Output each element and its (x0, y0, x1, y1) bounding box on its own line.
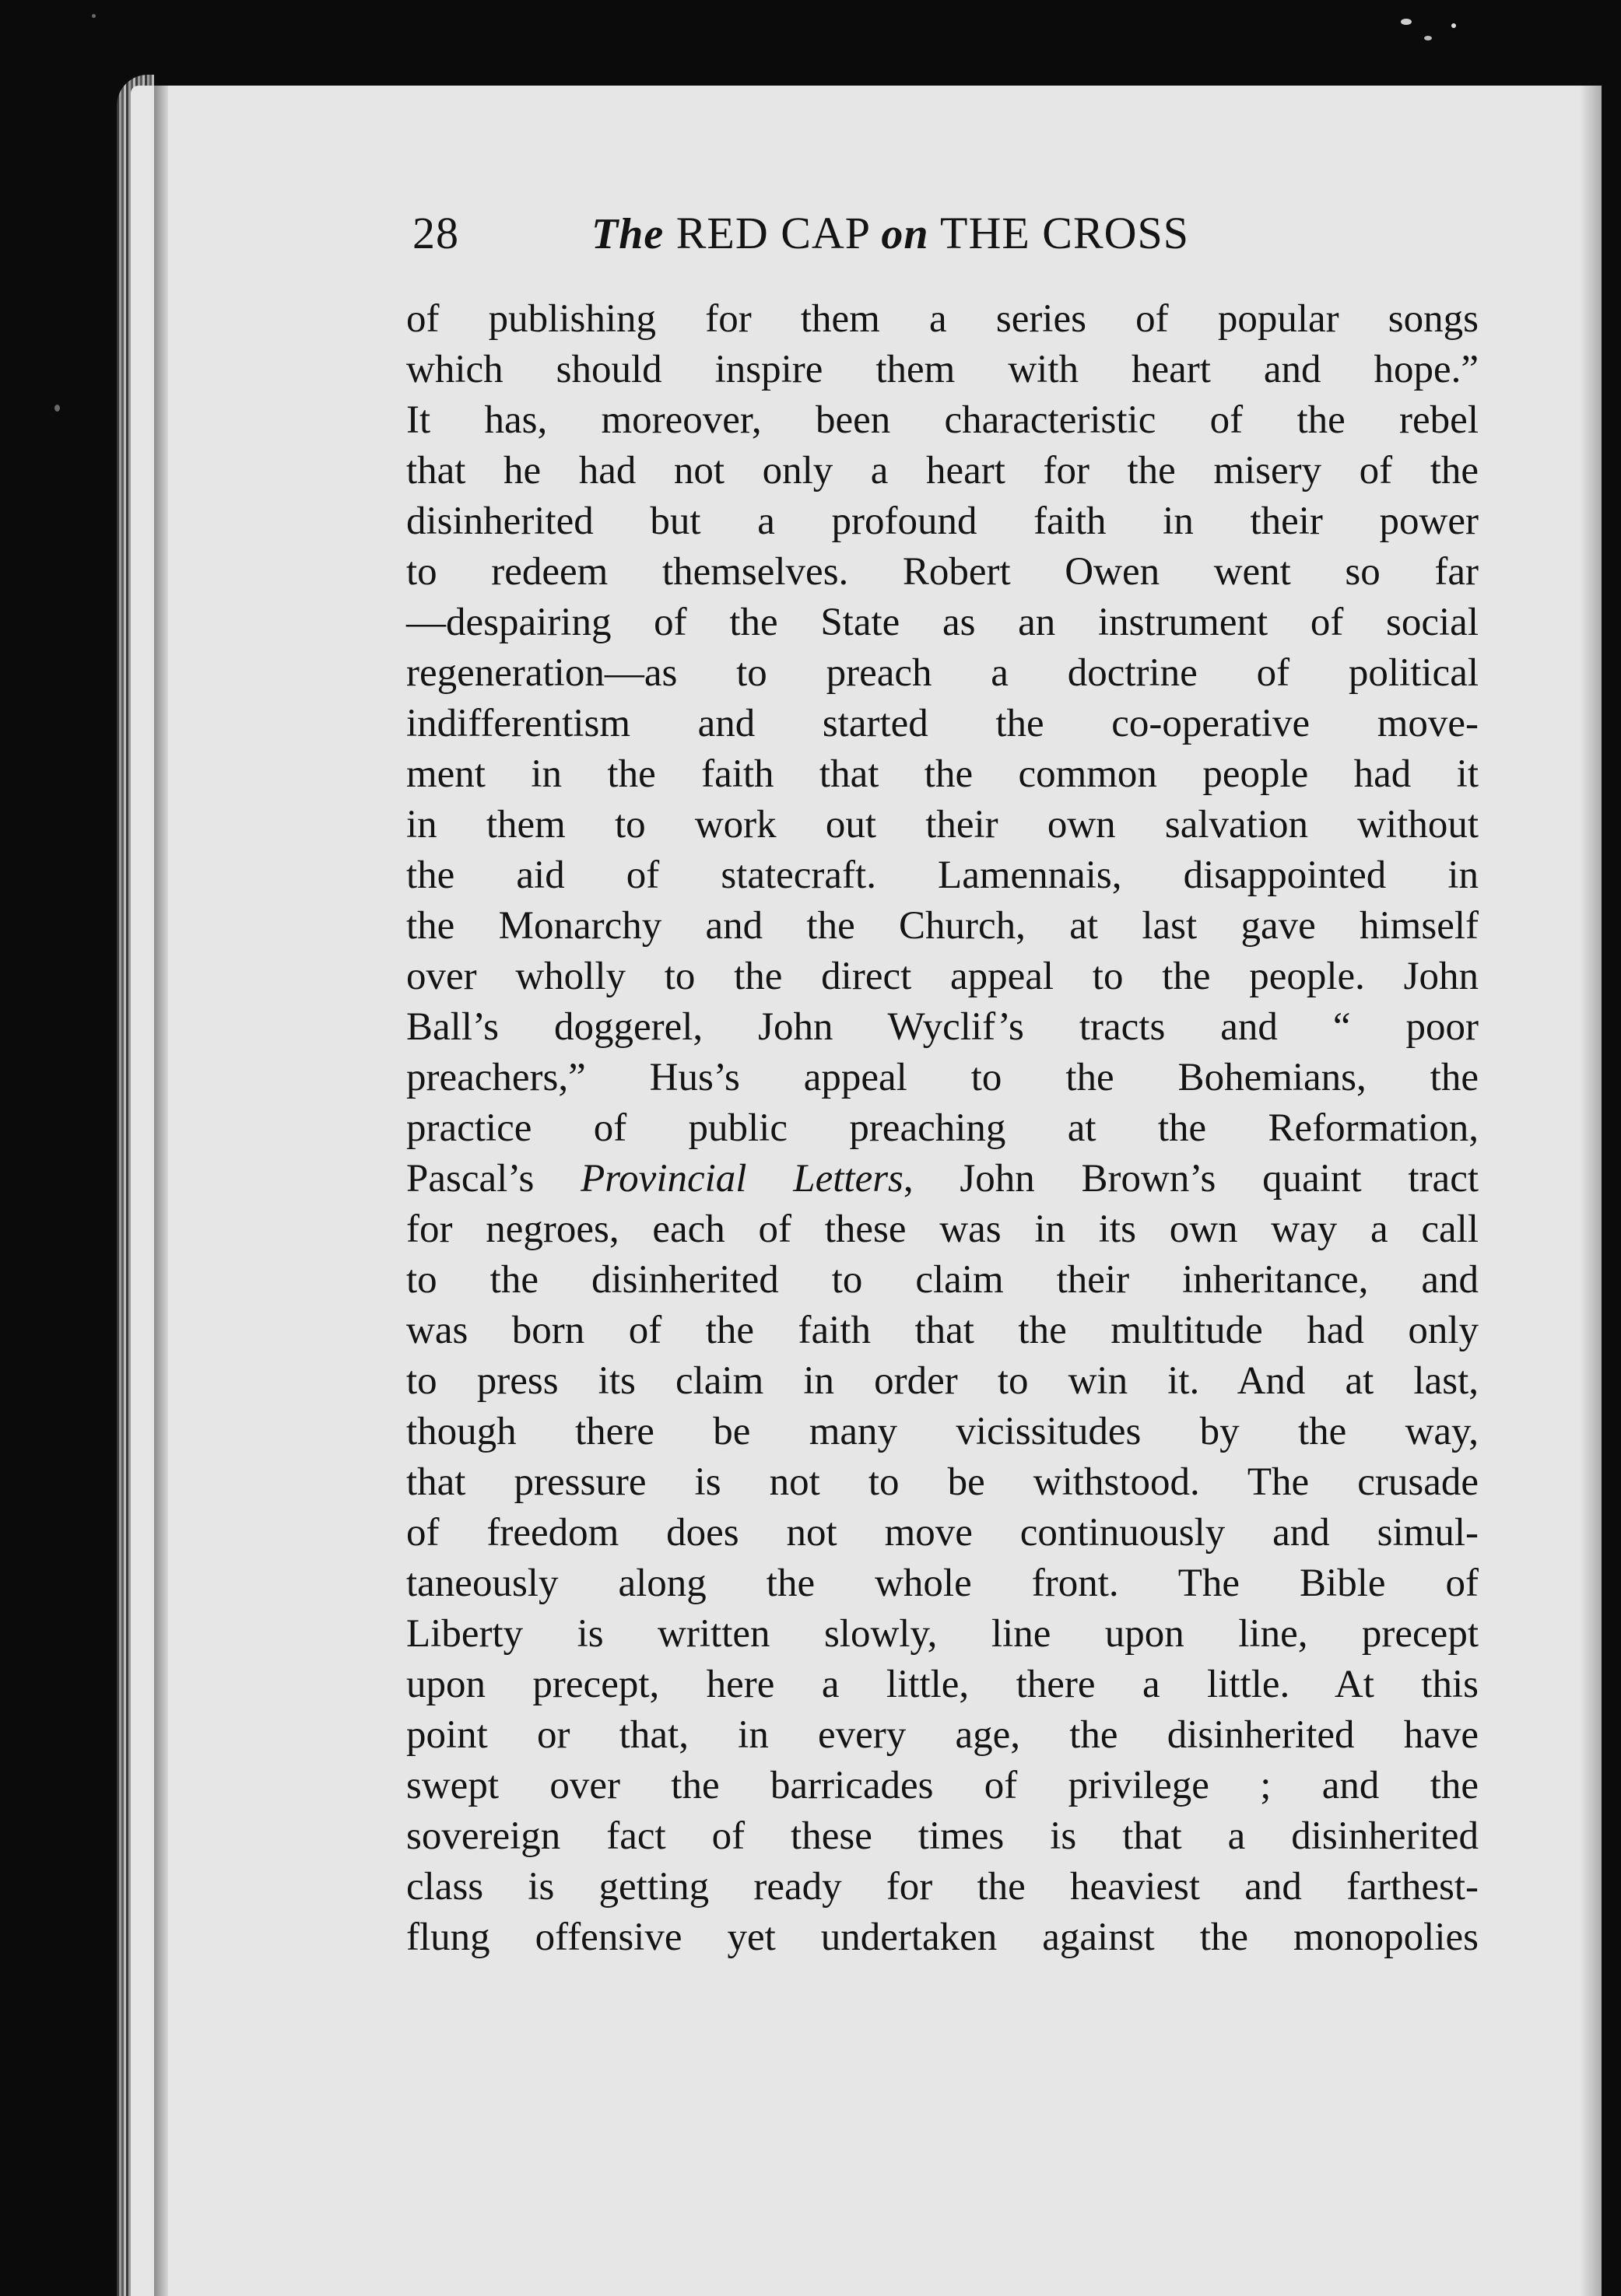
text-line: upon precept, here a little, there a little. At this (406, 1663, 1479, 1706)
running-title-part1: RED CAP (675, 208, 869, 258)
text-line: in them to work out their own salvation without (406, 803, 1479, 847)
page-edge-shadow (154, 86, 168, 2296)
text-line: that pressure is not to be withstood. The crusade (406, 1460, 1479, 1504)
running-title-the: The (591, 210, 665, 258)
text-line: flung offensive yet undertaken against the monopolies (406, 1916, 1479, 1959)
running-head (412, 207, 1480, 259)
text-line: of freedom does not move continuously and simul- (406, 1511, 1479, 1555)
text-line: swept over the barricades of privilege ; and the (406, 1764, 1479, 1807)
scan-speck (1424, 36, 1432, 40)
text-line: preachers,” Hus’s appeal to the Bohemians, the (406, 1056, 1479, 1099)
text-line: was born of the faith that the multitude had only (406, 1309, 1479, 1352)
scan-speck (92, 14, 96, 18)
text-line: —despairing of the State as an instrument of social (406, 601, 1479, 644)
text-line: disinherited but a profound faith in their power (406, 500, 1479, 543)
scan-speck (54, 405, 60, 412)
text-line: ment in the faith that the common people had it (406, 752, 1479, 796)
text-line: though there be many vicissitudes by the way, (406, 1410, 1479, 1453)
text-segment: Pascal’s (406, 1157, 581, 1201)
text-line: which should inspire them with heart and hope.” (406, 348, 1479, 391)
running-title (591, 207, 1480, 259)
text-line: to press its claim in order to win it. And at last, (406, 1359, 1479, 1403)
text-line: indifferentism and started the co-operative move- (406, 702, 1479, 745)
text-line: to redeem themselves. Robert Owen went so far (406, 550, 1479, 594)
text-line: that he had not only a heart for the misery of the (406, 449, 1479, 493)
text-segment: , John Brown’s quaint tract (903, 1157, 1479, 1201)
text-line: regeneration—as to preach a doctrine of political (406, 651, 1479, 695)
text-line: practice of public preaching at the Reformation, (406, 1106, 1479, 1150)
text-line: the Monarchy and the Church, at last gave himself (406, 904, 1479, 948)
scan-speck (1451, 23, 1456, 28)
text-line: for negroes, each of these was in its own way a call (406, 1208, 1479, 1251)
text-line: sovereign fact of these times is that a disinherited (406, 1814, 1479, 1858)
text-line: to the disinherited to claim their inheritance, and (406, 1258, 1479, 1302)
text-line: the aid of statecraft. Lamennais, disappointed in (406, 854, 1479, 897)
text-line: taneously along the whole front. The Bible of (406, 1562, 1479, 1605)
text-line: of publishing for them a series of popular songs (406, 297, 1479, 341)
text-line: It has, moreover, been characteristic of the rebel (406, 398, 1479, 442)
text-line: Ball’s doggerel, John Wyclif’s tracts and “ poor (406, 1005, 1479, 1049)
scan-speck (1401, 19, 1412, 25)
text-line (406, 1154, 1479, 1204)
running-title-on: on (881, 210, 929, 258)
text-line: point or that, in every age, the disinherited have (406, 1713, 1479, 1757)
text-line: class is getting ready for the heaviest and farthest- (406, 1865, 1479, 1909)
running-title-part2: THE CROSS (940, 208, 1190, 258)
italic-title: Provincial Letters (581, 1157, 903, 1201)
page-number: 28 (412, 208, 459, 258)
text-line: Liberty is written slowly, line upon line, precept (406, 1612, 1479, 1656)
text-line: over wholly to the direct appeal to the people. John (406, 955, 1479, 998)
body-text (406, 294, 1479, 1963)
